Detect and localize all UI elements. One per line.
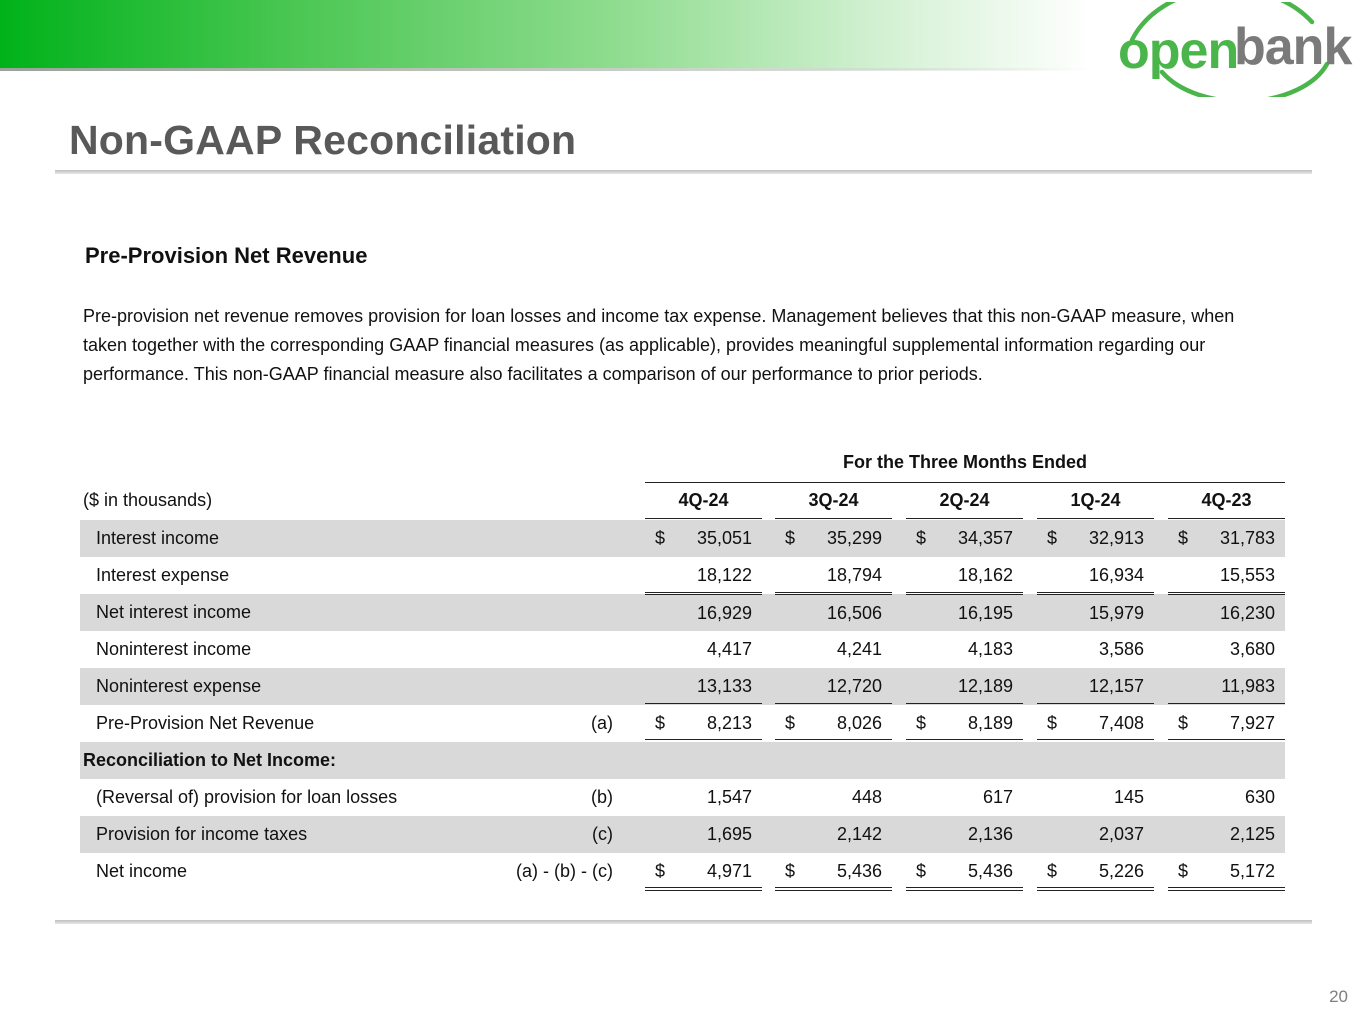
cell-value: 4,183 [967, 639, 1013, 659]
svg-text:open: open [1118, 22, 1239, 80]
table-cell [1168, 520, 1285, 557]
table-cell [775, 705, 892, 743]
row-label: Noninterest income [96, 639, 252, 659]
cell-value: 617 [982, 787, 1013, 807]
title-rule [55, 170, 1312, 174]
cell-value: 7,927 [1229, 713, 1275, 733]
table-cell [1037, 668, 1154, 704]
units-label: ($ in thousands) [83, 490, 213, 510]
currency-symbol: $ [655, 861, 666, 881]
table-cell [1168, 594, 1285, 632]
table-row [80, 779, 1285, 816]
open-bank-logo [1112, 2, 1362, 97]
column-header: 4Q-24 [678, 490, 729, 510]
table-cell [645, 557, 762, 593]
cell-value: 8,213 [706, 713, 752, 733]
row-label: Interest income [96, 528, 220, 548]
cell-value: 13,133 [696, 676, 752, 696]
cell-value: 5,436 [967, 861, 1013, 881]
cell-value: 16,230 [1219, 603, 1275, 623]
cell-value: 4,417 [706, 639, 752, 659]
currency-symbol: $ [916, 861, 927, 881]
table-cell [906, 631, 1023, 668]
row-label: Pre-Provision Net Revenue [96, 713, 315, 733]
cell-value: 630 [1244, 787, 1275, 807]
table-cell [775, 557, 892, 593]
cell-value: 12,157 [1088, 676, 1144, 696]
cell-value: 5,172 [1229, 861, 1275, 881]
cell-value: 2,125 [1229, 824, 1275, 844]
cell-value: 1,547 [706, 787, 752, 807]
column-header-underline [775, 518, 892, 519]
cell-value: 8,026 [836, 713, 882, 733]
currency-symbol: $ [785, 861, 796, 881]
table-cell [906, 594, 1023, 632]
cell-value: 15,553 [1219, 565, 1275, 585]
table-cell [1037, 705, 1154, 743]
cell-value: 32,913 [1088, 528, 1144, 548]
cell-value: 2,037 [1098, 824, 1144, 844]
cell-value: 1,695 [706, 824, 752, 844]
table-cell [906, 853, 1023, 891]
cell-value: 31,783 [1219, 528, 1275, 548]
table-cell [1037, 816, 1154, 853]
page-number: 20 [1329, 987, 1348, 1006]
row-reference: (a) [591, 713, 613, 733]
table-cell [775, 520, 892, 557]
column-header: 2Q-24 [939, 490, 990, 510]
cell-value: 8,189 [967, 713, 1013, 733]
table-cell [906, 742, 1023, 779]
table-cell [906, 668, 1023, 704]
table-cell [645, 520, 762, 557]
currency-symbol: $ [1178, 528, 1189, 548]
table-cell [775, 631, 892, 668]
cell-value: 4,971 [706, 861, 752, 881]
row-label: Net interest income [96, 602, 252, 622]
column-header: 1Q-24 [1070, 490, 1121, 510]
column-header: 4Q-23 [1201, 490, 1252, 510]
table-cell [1037, 631, 1154, 668]
table-row [80, 705, 1285, 742]
cell-value: 18,122 [696, 565, 752, 585]
currency-symbol: $ [1047, 528, 1058, 548]
table-cell [645, 853, 762, 891]
table-cell [645, 816, 762, 853]
cell-value: 16,195 [957, 603, 1013, 623]
cell-value: 15,979 [1088, 603, 1144, 623]
currency-symbol: $ [916, 528, 927, 548]
table-row [80, 816, 1285, 853]
row-label: Noninterest expense [96, 676, 262, 696]
cell-value: 5,226 [1098, 861, 1144, 881]
cell-value: 3,680 [1229, 639, 1275, 659]
table-row [80, 668, 1285, 705]
cell-value: 448 [851, 787, 882, 807]
page-title: Non-GAAP Reconciliation [69, 117, 577, 163]
currency-symbol: $ [785, 528, 796, 548]
table-cell [775, 816, 892, 853]
row-reference: (c) [592, 824, 613, 844]
table-cell [645, 779, 762, 816]
table-cell [645, 742, 762, 779]
cell-value: 34,357 [957, 528, 1013, 548]
table-cell [1037, 594, 1154, 632]
table-cell [775, 853, 892, 891]
table-cell [1037, 779, 1154, 816]
column-header-underline [1037, 518, 1154, 519]
table-cell [1168, 668, 1285, 704]
currency-symbol: $ [655, 528, 666, 548]
cell-value: 7,408 [1098, 713, 1144, 733]
table-cell [645, 668, 762, 704]
table-cell [1037, 853, 1154, 891]
table-cell [1168, 705, 1285, 743]
table-cell [645, 705, 762, 743]
table-cell [775, 779, 892, 816]
table-row [80, 594, 1285, 631]
table-cell [906, 520, 1023, 557]
table-cell [906, 816, 1023, 853]
banner-underline [0, 68, 1090, 71]
table-cell [645, 594, 762, 632]
column-header-underline [906, 518, 1023, 519]
cell-value: 11,983 [1221, 676, 1275, 696]
cell-value: 3,586 [1098, 639, 1144, 659]
table-row [80, 853, 1285, 890]
table-cell [1037, 742, 1154, 779]
table-row [80, 742, 1285, 779]
table-cell [1168, 557, 1285, 593]
cell-value: 145 [1113, 787, 1144, 807]
column-header-underline [1168, 518, 1285, 519]
table-cell [775, 668, 892, 704]
cell-value: 12,720 [826, 676, 882, 696]
row-label: Reconciliation to Net Income: [83, 750, 337, 770]
cell-value: 16,929 [696, 603, 752, 623]
column-header: 3Q-24 [808, 490, 859, 510]
table-row [80, 631, 1285, 668]
currency-symbol: $ [785, 713, 796, 733]
table-cell [775, 742, 892, 779]
row-label: Net income [96, 861, 188, 881]
column-header-underline [645, 518, 762, 519]
row-reference: (b) [591, 787, 613, 807]
table-cell [645, 631, 762, 668]
footer-rule [55, 920, 1312, 924]
cell-value: 35,051 [696, 528, 752, 548]
table-cell [1168, 853, 1285, 891]
cell-value: 16,934 [1088, 565, 1144, 585]
table-cell [906, 779, 1023, 816]
table-row [80, 557, 1285, 594]
period-header: For the Three Months Ended [842, 452, 1087, 472]
row-reference: (a) - (b) - (c) [516, 861, 613, 881]
row-label: Provision for income taxes [96, 824, 308, 844]
cell-value: 18,794 [826, 565, 882, 585]
currency-symbol: $ [1047, 713, 1058, 733]
cell-value: 12,189 [957, 676, 1013, 696]
cell-value: 4,241 [836, 639, 882, 659]
table-cell [1037, 557, 1154, 593]
cell-value: 35,299 [826, 528, 882, 548]
cell-value: 16,506 [826, 603, 882, 623]
table-cell [906, 705, 1023, 743]
table-row [80, 520, 1285, 557]
currency-symbol: $ [1047, 861, 1058, 881]
row-label: (Reversal of) provision for loan losses [96, 787, 398, 807]
currency-symbol: $ [916, 713, 927, 733]
currency-symbol: $ [655, 713, 666, 733]
table-cell [1037, 520, 1154, 557]
period-header-rule [645, 482, 1285, 483]
section-title: Pre-Provision Net Revenue [85, 243, 368, 268]
section-description: Pre-provision net revenue removes provision for loan losses and income tax expense. Management believes that this non-GAAP measure, when taken together with the corresponding GAAP financial measures (as applicable), provides meaningful supplemental information regarding our performance. This non-GAAP financial measure also facilitates a comparison of our performance to prior periods. [83, 306, 1235, 384]
table-cell [906, 557, 1023, 593]
logo-graphic [1112, 2, 1362, 97]
table-cell [1168, 779, 1285, 816]
cell-value: 2,136 [967, 824, 1013, 844]
table-cell [1168, 631, 1285, 668]
cell-value: 5,436 [836, 861, 882, 881]
cell-value: 2,142 [836, 824, 882, 844]
table-cell [1168, 742, 1285, 779]
cell-value: 18,162 [957, 565, 1013, 585]
table-cell [775, 594, 892, 632]
table-cell [1168, 816, 1285, 853]
currency-symbol: $ [1178, 713, 1189, 733]
row-label: Interest expense [96, 565, 230, 585]
svg-text:bank: bank [1234, 18, 1352, 76]
currency-symbol: $ [1178, 861, 1189, 881]
